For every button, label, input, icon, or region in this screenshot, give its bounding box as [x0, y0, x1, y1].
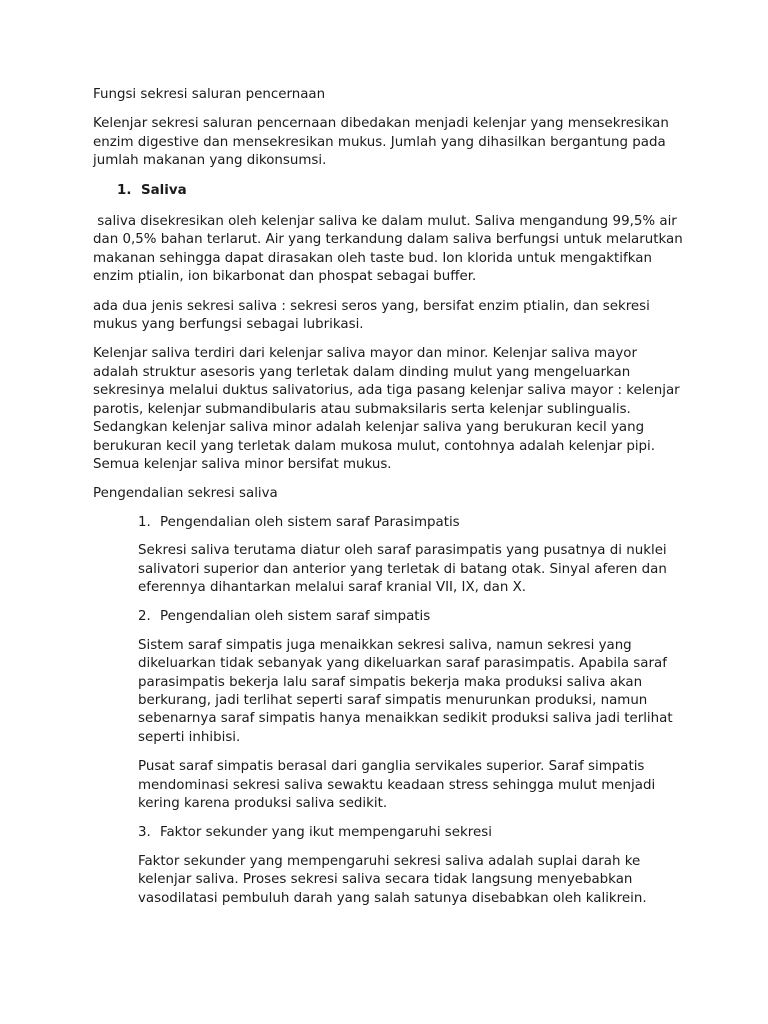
control-item-1-heading	[138, 514, 685, 532]
item-heading-text: Pengendalian oleh sistem saraf simpatis	[160, 609, 431, 625]
control-item-3-paragraph: Faktor sekunder yang mempengaruhi sekresi saliva adalah suplai darah ke kelenjar saliva. Proses sekresi saliva secara tidak langsung menyebabkan vasodilatasi pembuluh darah yang salah satunya disebabkan oleh kalikrein.	[138, 853, 647, 906]
intro-paragraph: Kelenjar sekresi saluran pencernaan dibedakan menjadi kelenjar yang mensekresikan enzim digestive dan mensekresikan mukus. Jumlah yang dihasilkan bergantung pada jumlah makanan yang dikonsumsi.	[93, 116, 669, 169]
section-heading-text: Saliva	[141, 182, 187, 198]
item-number: 2.	[138, 609, 151, 625]
section-number: 1.	[117, 182, 132, 198]
control-item-2-heading	[138, 608, 685, 626]
saliva-paragraph-3: Kelenjar saliva terdiri dari kelenjar saliva mayor dan minor. Kelenjar saliva mayor adalah struktur asesoris yang terletak dalam dinding mulut yang mengeluarkan sekresinya melalui duktus salivatorius, ada tiga pasang kelenjar saliva mayor : kelenjar parotis, kelenjar submandibularis atau submaksilaris serta kelenjar sublingualis. Sedangkan kelenjar saliva minor adalah kelenjar saliva yang berukuran kecil yang berukuran kecil yang terletak dalam mukosa mulut, contohnya adalah kelenjar pipi. Semua kelenjar saliva minor bersifat mukus.	[93, 346, 680, 472]
control-heading: Pengendalian sekresi saliva	[93, 486, 278, 502]
document-body	[93, 86, 685, 919]
item-heading-text: Faktor sekunder yang ikut mempengaruhi sekresi	[160, 825, 492, 841]
item-number: 3.	[138, 825, 151, 841]
document-title: Fungsi sekresi saluran pencernaan	[93, 87, 326, 102]
control-item-1-paragraph: Sekresi saliva terutama diatur oleh saraf parasimpatis yang pusatnya di nuklei salivatori superior dan anterior yang terletak di batang otak. Sinyal aferen dan eferennya dihantarkan melalui saraf kranial VII, IX, dan X.	[138, 543, 667, 595]
control-item-2-paragraph-1: Sistem saraf simpatis juga menaikkan sekresi saliva, namun sekresi yang dikeluarkan tidak sebanyak yang dikeluarkan saraf parasimpatis. Apabila saraf parasimpatis bekerja lalu saraf simpatis bekerja maka produksi saliva akan berkurang, jadi terlihat seperti saraf simpatis menurunkan produksi, namun sebenarnya saraf simpatis hanya menaikkan sedikit produksi saliva jadi terlihat seperti inhibisi.	[138, 637, 673, 745]
control-item-3-heading	[138, 824, 685, 842]
saliva-paragraph-1: saliva disekresikan oleh kelenjar saliva ke dalam mulut. Saliva mengandung 99,5% air dan 0,5% bahan terlarut. Air yang terkandung dalam saliva berfungsi untuk melarutkan makanan sehingga dapat dirasakan oleh taste bud. Ion klorida untuk mengaktifkan enzim ptialin, ion bikarbonat dan phospat sebagai buffer.	[93, 214, 687, 285]
item-number: 1.	[138, 514, 151, 530]
saliva-paragraph-2: ada dua jenis sekresi saliva : sekresi seros yang, bersifat enzim ptialin, dan sekresi mukus yang berfungsi sebagai lubrikasi.	[93, 298, 650, 333]
section-saliva-heading	[117, 182, 685, 200]
item-heading-text: Pengendalian oleh sistem saraf Parasimpatis	[160, 514, 460, 530]
control-item-2-paragraph-2: Pusat saraf simpatis berasal dari ganglia servikales superior. Saraf simpatis mendominasi sekresi saliva sewaktu keadaan stress sehingga mulut menjadi kering karena produksi saliva sedikit.	[138, 759, 656, 811]
